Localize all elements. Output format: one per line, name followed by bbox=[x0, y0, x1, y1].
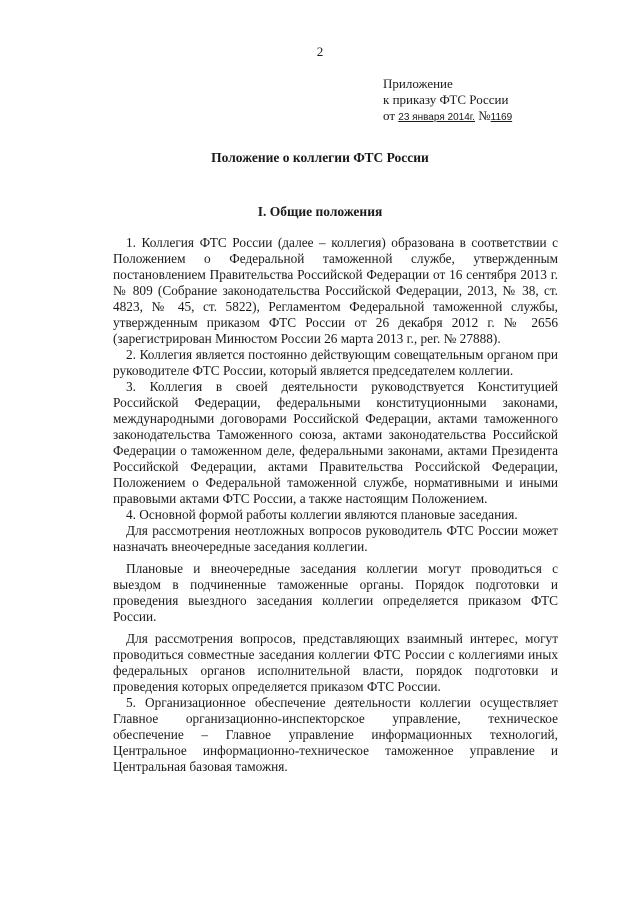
order-number: 1169 bbox=[490, 112, 513, 123]
section-heading: I. Общие положения bbox=[257, 204, 383, 219]
paragraph-2: 2. Коллегия является постоянно действующим совещательным органом при руководителе ФТС России, который является председателем коллегии. bbox=[113, 347, 558, 378]
paragraph-4c: Для рассмотрения вопросов, представляющих взаимный интерес, могут проводиться совместные заседания коллегии ФТС России с коллегиями иных федеральных органов исполнительной власти, порядок подготовки и проведения которых определяется приказом ФТС России. bbox=[113, 631, 558, 694]
page-number: 2 bbox=[316, 44, 324, 59]
date-prefix: от bbox=[383, 108, 396, 123]
paragraph-1: 1. Коллегия ФТС России (далее – коллегия) образована в соответствии с Положением о Федеральной таможенной службе, утвержденным постановлением Правительства Российской Федерации от 16 сентября 2013 г. № 809 (Собрание законодательства Российской Федерации, 2013, № 38, ст. 4823, № 45, ст. 5822), Регламентом Федеральной таможенной службы, утвержденным приказом ФТС России от 26 декабря 2012 г. № 2656 (зарегистрирован Минюстом России 26 марта 2013 г., рег. № 27888). bbox=[113, 235, 558, 346]
appendix-order-date-number bbox=[383, 108, 512, 126]
number-sign: № bbox=[478, 108, 491, 123]
order-date: 23 января 2014г. bbox=[398, 112, 475, 123]
paragraph-4a: Для рассмотрения неотложных вопросов руководитель ФТС России может назначать внеочередные заседания коллегии. bbox=[113, 523, 558, 554]
paragraph-3: 3. Коллегия в своей деятельности руководствуется Конституцией Российской Федерации, федеральными конституционными законами, международными договорами Российской Федерации, актами таможенного законодательства Таможенного союза, актами законодательства Российской Федерации о таможенном деле, федеральными законами, актами Президента Российской Федерации, актами Правительства Российской Федерации, Положением о Федеральной таможенной службе, нормативными и иными правовыми актами ФТС России, а также настоящим Положением. bbox=[113, 379, 558, 506]
paragraph-4: 4. Основной формой работы коллегии являются плановые заседания. bbox=[126, 507, 518, 522]
appendix-label: Приложение bbox=[383, 76, 453, 91]
paragraph-4b: Плановые и внеочередные заседания коллегии могут проводиться с выездом в подчиненные таможенные органы. Порядок подготовки и проведения выездного заседания коллегии определяется приказом ФТС России. bbox=[113, 561, 558, 624]
document-title: Положение о коллегии ФТС России bbox=[211, 150, 429, 165]
appendix-header bbox=[383, 76, 512, 126]
appendix-order-ref: к приказу ФТС России bbox=[383, 92, 509, 107]
paragraph-5: 5. Организационное обеспечение деятельности коллегии осуществляет Главное организационно-инспекторское управление, техническое обеспечение – Главное управление информационных технологий, Центральное информационно-техническое таможенное управление и Центральная базовая таможня. bbox=[113, 695, 558, 774]
document-body bbox=[113, 235, 558, 775]
